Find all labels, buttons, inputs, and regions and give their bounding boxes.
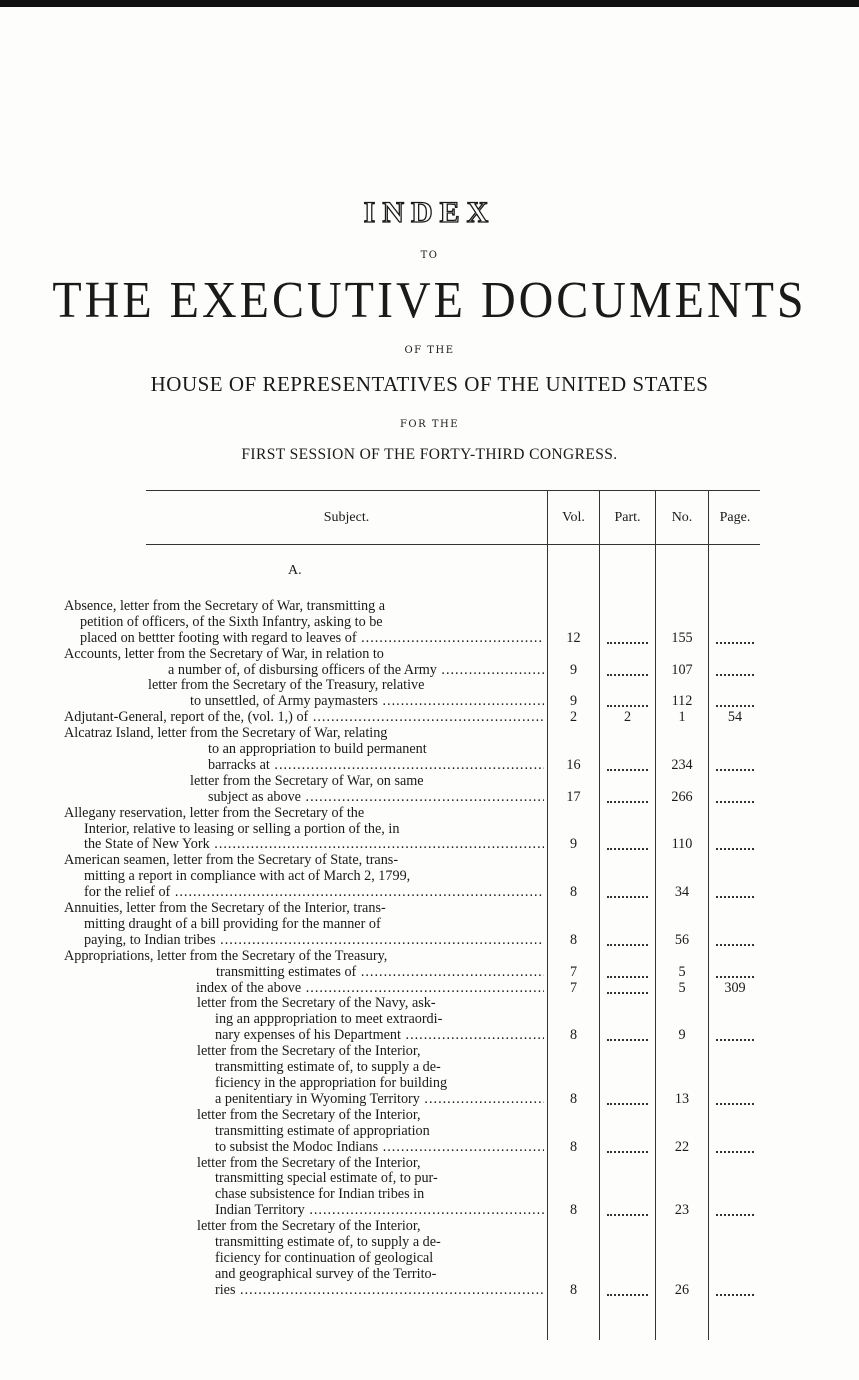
entry-line: to subsist the Modoc Indians .....	[215, 1139, 544, 1155]
entry-no: 22	[674, 1139, 690, 1155]
entry-line: transmitting estimate of, to supply a de-	[215, 1059, 441, 1075]
entry-vol: 8	[569, 1202, 578, 1218]
entry-no: 13	[674, 1091, 690, 1107]
entry-page-blank	[716, 705, 754, 707]
entry-part-blank	[607, 1151, 648, 1153]
entry-no: 56	[674, 932, 690, 948]
entry-line: transmitting special estimate of, to pur-	[215, 1170, 438, 1186]
entry-page-blank	[716, 1103, 754, 1105]
entry-line: to an appropriation to build permanent	[208, 741, 427, 757]
entry-line: letter from the Secretary of War, on same	[190, 773, 424, 789]
entry-vol: 12	[566, 630, 581, 646]
entry-line: letter from the Secretary of the Interior,	[197, 1218, 421, 1234]
entry-vol: 7	[569, 980, 578, 996]
entry-no: 112	[671, 693, 693, 709]
entry-vol: 8	[569, 1091, 578, 1107]
column-header-subject: Subject.	[323, 510, 370, 525]
column-header-vol: Vol.	[562, 510, 585, 525]
session-line: FIRST SESSION OF THE FORTY-THIRD CONGRESS.	[241, 446, 618, 463]
entry-line: Indian Territory .....	[215, 1202, 544, 1218]
entry-page-blank	[716, 801, 754, 803]
entry-line: American seamen, letter from the Secretary of State, trans-	[64, 852, 399, 868]
entry-vol: 9	[569, 662, 578, 678]
index-title: INDEX	[363, 196, 496, 229]
section-letter: A.	[288, 563, 302, 578]
entry-part-blank	[607, 976, 648, 978]
entry-part: 2	[623, 709, 632, 725]
entry-part-blank	[607, 896, 648, 898]
entry-line: Annuities, letter from the Secretary of the Interior, trans-	[64, 900, 386, 916]
entry-line: letter from the Secretary of the Interior,	[197, 1155, 421, 1171]
main-title: THE EXECUTIVE DOCUMENTS	[52, 271, 807, 330]
entry-no: 266	[671, 789, 693, 805]
of-the-line: OF THE	[404, 345, 455, 356]
entry-line: ficiency in the appropriation for building	[215, 1075, 448, 1091]
to-line: TO	[420, 250, 439, 261]
entry-part-blank	[607, 848, 648, 850]
entry-line: letter from the Secretary of the Interior,	[197, 1107, 421, 1123]
entry-line: mitting draught of a bill providing for the manner of	[84, 916, 381, 932]
house-line: HOUSE OF REPRESENTATIVES OF THE UNITED STATES	[150, 372, 709, 396]
entry-no: 110	[671, 836, 693, 852]
entry-part-blank	[607, 801, 648, 803]
entry-page-blank	[716, 769, 754, 771]
entry-page-blank	[716, 944, 754, 946]
entry-no: 34	[674, 884, 690, 900]
entry-no: 26	[674, 1282, 690, 1298]
entry-line: chase subsistence for Indian tribes in	[215, 1186, 425, 1202]
entry-part-blank	[607, 1039, 648, 1041]
entry-no: 5	[678, 980, 686, 996]
entry-no: 1	[678, 709, 686, 725]
entry-vol: 8	[569, 1139, 578, 1155]
entry-no: 9	[678, 1027, 686, 1043]
entry-page-blank	[716, 976, 754, 978]
entry-part-blank	[607, 705, 648, 707]
entry-no: 234	[671, 757, 693, 773]
entry-line: letter from the Secretary of the Treasury, relative	[148, 677, 425, 693]
entry-vol: 8	[569, 884, 578, 900]
entry-line: ing an apppropriation to meet extraordi-	[215, 1011, 443, 1027]
entry-vol: 7	[569, 964, 578, 980]
entry-page-blank	[716, 848, 754, 850]
entry-page-blank	[716, 1214, 754, 1216]
entry-line: Absence, letter from the Secretary of War, transmitting a	[64, 598, 386, 614]
entry-line: mitting a report in compliance with act of March 2, 1799,	[84, 868, 411, 884]
entry-part-blank	[607, 1103, 648, 1105]
entry-line: a number of, of disbursing officers of the Army .....	[168, 662, 544, 678]
entry-page-blank	[716, 674, 754, 676]
entry-vol: 9	[569, 836, 578, 852]
entry-line: paying, to Indian tribes .....	[84, 932, 544, 948]
entry-line: index of the above .....	[196, 980, 544, 996]
for-the-line: FOR THE	[399, 419, 460, 430]
entry-line: nary expenses of his Department .....	[215, 1027, 544, 1043]
entry-page: 309	[724, 980, 746, 996]
entry-vol: 9	[569, 693, 578, 709]
entry-line: Appropriations, letter from the Secretary of the Treasury,	[64, 948, 388, 964]
column-header-no: No.	[671, 510, 693, 525]
entry-line: ries .....	[215, 1282, 544, 1298]
entry-line: Adjutant-General, report of the, (vol. 1,) of .....	[64, 709, 544, 725]
entry-line: placed on bettter footing with regard to leaves of .....	[80, 630, 544, 646]
entry-vol: 8	[569, 1282, 578, 1298]
entry-line: for the relief of .....	[84, 884, 544, 900]
entry-line: transmitting estimate of appropriation	[215, 1123, 430, 1139]
entry-part-blank	[607, 769, 648, 771]
entry-page-blank	[716, 1039, 754, 1041]
entry-line: letter from the Secretary of the Navy, ask-	[197, 995, 436, 1011]
entry-line: transmitting estimate of, to supply a de-	[215, 1234, 441, 1250]
column-header-part: Part.	[614, 510, 641, 525]
entry-line: petition of officers, of the Sixth Infantry, asking to be	[80, 614, 383, 630]
entry-part-blank	[607, 992, 648, 994]
entry-part-blank	[607, 1294, 648, 1296]
entry-no: 23	[674, 1202, 690, 1218]
entry-page-blank	[716, 896, 754, 898]
entry-vol: 8	[569, 1027, 578, 1043]
entry-page: 54	[727, 709, 743, 725]
entry-line: letter from the Secretary of the Interior,	[197, 1043, 421, 1059]
entry-part-blank	[607, 944, 648, 946]
entry-no: 5	[678, 964, 686, 980]
entry-vol: 2	[569, 709, 578, 725]
entry-line: ficiency for continuation of geological	[215, 1250, 434, 1266]
entry-line: subject as above .....	[208, 789, 544, 805]
entry-page-blank	[716, 1294, 754, 1296]
entry-no: 155	[671, 630, 693, 646]
entry-no: 107	[671, 662, 693, 678]
entry-page-blank	[716, 642, 754, 644]
entry-line: barracks at .....	[208, 757, 544, 773]
entry-line: transmitting estimates of .....	[216, 964, 544, 980]
entry-line: Allegany reservation, letter from the Secretary of the	[64, 805, 365, 821]
entry-part-blank	[607, 1214, 648, 1216]
column-header-page: Page.	[719, 510, 751, 525]
entry-part-blank	[607, 642, 648, 644]
entry-line: a penitentiary in Wyoming Territory .....	[215, 1091, 544, 1107]
entry-vol: 8	[569, 932, 578, 948]
entry-line: Accounts, letter from the Secretary of War, in relation to	[64, 646, 384, 662]
entry-page-blank	[716, 1151, 754, 1153]
entry-line: Interior, relative to leasing or selling a portion of the, in	[84, 821, 400, 837]
entry-vol: 17	[566, 789, 581, 805]
entry-line: the State of New York .....	[84, 836, 544, 852]
entry-line: and geographical survey of the Territo-	[215, 1266, 437, 1282]
entry-line: to unsettled, of Army paymasters .....	[190, 693, 544, 709]
entry-part-blank	[607, 674, 648, 676]
entry-vol: 16	[566, 757, 581, 773]
entry-line: Alcatraz Island, letter from the Secretary of War, relating	[64, 725, 388, 741]
